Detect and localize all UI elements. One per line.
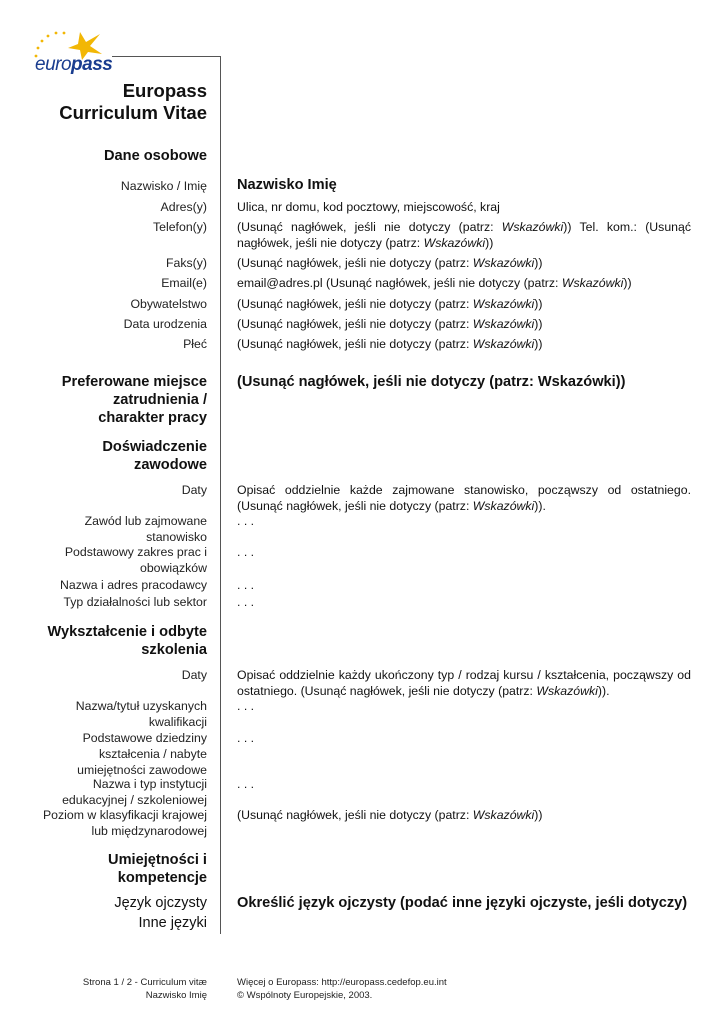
qualification-value: . . .: [237, 699, 255, 713]
mother-tongue-value: Określić język ojczysty (podać inne języki ojczyste, jeśli dotyczy): [237, 895, 688, 911]
sector-value: . . .: [237, 595, 255, 609]
experience-dates-value: Opisać oddzielnie każde zajmowane stanowisko, począwszy od ostatniego. (Usunąć nagłówek, jeśli nie dotyczy (patrz: Wskazówki)).: [237, 483, 691, 513]
subjects-label: Podstawowe dziedziny kształcenia / nabyte umiejętności zawodowe: [77, 731, 207, 777]
address-value: Ulica, nr domu, kod pocztowy, miejscowość, kraj: [237, 200, 500, 214]
email-value: email@adres.pl (Usunąć nagłówek, jeśli nie dotyczy (patrz: Wskazówki)): [237, 276, 632, 290]
education-dates-label: Daty: [181, 668, 207, 682]
header-divider: [112, 56, 221, 57]
section-heading-education: Wykształcenie i odbyte szkolenia: [47, 624, 207, 658]
document-title: Europass Curriculum Vitae: [59, 80, 207, 123]
section-heading-experience: Doświadczenie zawodowe: [102, 439, 207, 473]
birth-date-label: Data urodzenia: [123, 317, 207, 331]
birth-date-value: (Usunąć nagłówek, jeśli nie dotyczy (patrz: Wskazówki)): [237, 317, 543, 331]
column-divider: [220, 56, 221, 934]
footer-info: Więcej o Europass: http://europass.cedefop.eu.int © Wspólnoty Europejskie, 2003.: [237, 977, 447, 1001]
institution-value: . . .: [237, 777, 255, 791]
mother-tongue-label: Język ojczysty: [114, 895, 207, 911]
phone-label: Telefon(y): [153, 220, 207, 234]
employer-label: Nazwa i adres pracodawcy: [60, 578, 207, 592]
name-label: Nazwisko / Imię: [120, 179, 207, 193]
email-label: Email(e): [161, 276, 207, 290]
subjects-value: . . .: [237, 731, 255, 745]
other-languages-label: Inne języki: [138, 915, 207, 931]
sector-label: Typ działalności lub sektor: [63, 595, 207, 609]
section-heading-desired-employment: Preferowane miejsce zatrudnienia / charakter pracy: [61, 374, 207, 426]
desired-employment-value: (Usunąć nagłówek, jeśli nie dotyczy (patrz: Wskazówki)): [237, 374, 626, 390]
education-dates-value: Opisać oddzielnie każdy ukończony typ / rodzaj kursu / kształcenia, począwszy od ostatniego. (Usunąć nagłówek, jeśli nie dotyczy (patrz: Wskazówki)).: [237, 668, 691, 698]
section-heading-personal: Dane osobowe: [104, 148, 207, 164]
fax-label: Faks(y): [166, 256, 207, 270]
address-label: Adres(y): [160, 200, 207, 214]
gender-value: (Usunąć nagłówek, jeśli nie dotyczy (patrz: Wskazówki)): [237, 337, 543, 351]
phone-value: (Usunąć nagłówek, jeśli nie dotyczy (patrz: Wskazówki)) Tel. kom.: (Usunąć nagłówek, jeśli nie dotyczy (patrz: Wskazówki)): [237, 220, 691, 250]
qualification-label: Nazwa/tytuł uzyskanych kwalifikacji: [75, 699, 207, 729]
gender-label: Płeć: [183, 337, 207, 351]
employer-value: . . .: [237, 578, 255, 592]
fax-value: (Usunąć nagłówek, jeśli nie dotyczy (patrz: Wskazówki)): [237, 256, 543, 270]
duties-value: . . .: [237, 545, 255, 559]
nationality-value: (Usunąć nagłówek, jeśli nie dotyczy (patrz: Wskazówki)): [237, 297, 543, 311]
experience-dates-label: Daty: [181, 483, 207, 497]
duties-label: Podstawowy zakres prac i obowiązków: [64, 545, 207, 575]
classification-label: Poziom w klasyfikacji krajowej lub międzynarodowej: [42, 808, 207, 838]
classification-value: (Usunąć nagłówek, jeśli nie dotyczy (patrz: Wskazówki)): [237, 808, 543, 822]
nationality-label: Obywatelstwo: [130, 297, 207, 311]
section-heading-skills: Umiejętności i kompetencje: [108, 852, 207, 886]
name-value: Nazwisko Imię: [237, 177, 337, 193]
occupation-label: Zawód lub zajmowane stanowisko: [84, 514, 207, 544]
institution-label: Nazwa i typ instytucji edukacyjnej / szkoleniowej: [62, 777, 207, 807]
europass-logo: europass: [35, 54, 113, 75]
occupation-value: . . .: [237, 514, 255, 528]
footer-page-info: Strona 1 / 2 - Curriculum vitæ Nazwisko Imię: [82, 977, 207, 1001]
